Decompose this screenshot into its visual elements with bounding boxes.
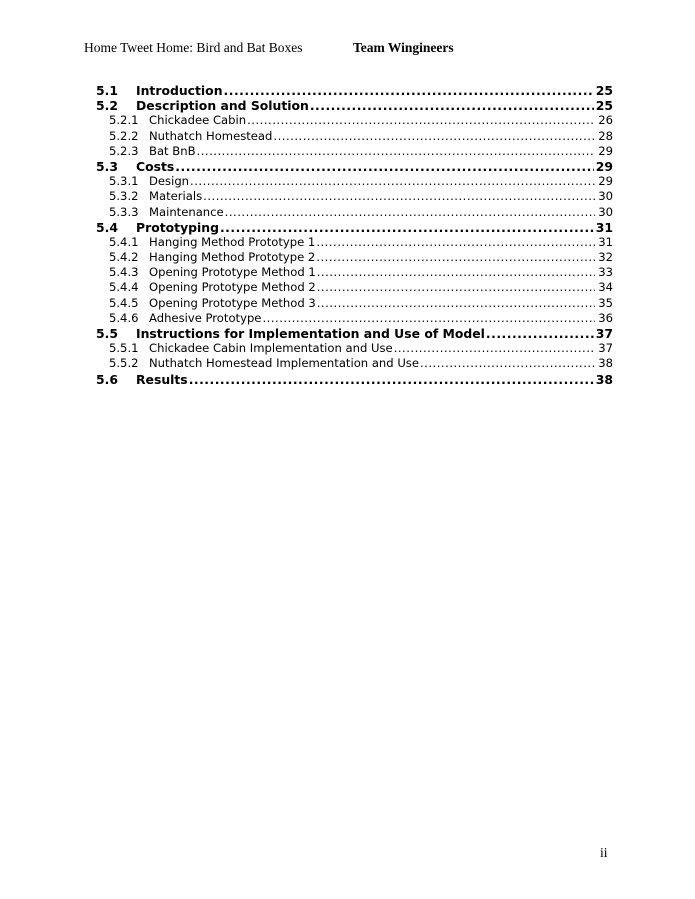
toc-subsection-entry[interactable]: [96, 129, 613, 144]
toc-subsection-entry[interactable]: [96, 235, 613, 250]
toc-entry-page: 38: [595, 371, 613, 387]
toc-subsection-entry[interactable]: [96, 311, 613, 326]
toc-subsection-entry[interactable]: [96, 205, 613, 220]
toc-entry-title: Chickadee Cabin Implementation and Use: [149, 341, 393, 356]
toc-dot-leader: [394, 341, 595, 356]
toc-dot-leader: [317, 265, 595, 280]
toc-section-entry[interactable]: [96, 326, 613, 341]
toc-entry-page: 31: [595, 219, 613, 235]
toc-entry-page: 32: [598, 250, 613, 265]
toc-subsection-entry[interactable]: [96, 113, 613, 128]
toc-subsection-entry[interactable]: [96, 356, 613, 371]
toc-entry-number: 5.2: [96, 98, 118, 114]
toc-entry-number: 5.4.3: [109, 265, 139, 280]
toc-dot-leader: [317, 296, 595, 311]
toc-dot-leader: [190, 174, 595, 189]
toc-entry-page: 31: [598, 234, 613, 249]
toc-dot-leader: [310, 98, 594, 113]
toc-entry-number: 5.1: [96, 83, 118, 98]
toc-entry-number: 5.5.2: [109, 356, 139, 371]
toc-entry-title: Introduction: [136, 83, 223, 98]
toc-entry-title: Nuthatch Homestead Implementation and Use: [149, 356, 419, 371]
toc-dot-leader: [316, 250, 595, 265]
toc-subsection-entry[interactable]: [96, 144, 613, 159]
toc-entry-number: 5.3.1: [109, 174, 139, 189]
toc-entry-title: Bat BnB: [149, 143, 196, 158]
toc-entry-title: Results: [136, 371, 188, 387]
toc-entry-title: Costs: [136, 158, 175, 174]
toc-entry-number: 5.4.5: [109, 295, 139, 310]
toc-dot-leader: [316, 235, 595, 250]
toc-section-entry[interactable]: [96, 159, 613, 174]
toc-subsection-entry[interactable]: [96, 280, 613, 295]
toc-subsection-entry[interactable]: [96, 250, 613, 265]
toc-entry-page: 26: [598, 113, 613, 128]
toc-entry-page: 29: [598, 174, 613, 189]
toc-entry-page: 34: [598, 280, 613, 295]
toc-section-entry[interactable]: [96, 220, 613, 235]
toc-entry-page: 37: [598, 341, 613, 356]
toc-entry-number: 5.5: [96, 326, 118, 341]
table-of-contents: [96, 83, 613, 387]
toc-entry-title: Instructions for Implementation and Use of Model: [136, 326, 485, 341]
toc-entry-page: 25: [595, 83, 613, 98]
toc-entry-number: 5.3: [96, 158, 118, 174]
toc-entry-page: 35: [598, 295, 613, 310]
toc-dot-leader: [203, 189, 595, 204]
toc-subsection-entry[interactable]: [96, 341, 613, 356]
toc-dot-leader: [197, 144, 595, 159]
toc-entry-title: Opening Prototype Method 2: [149, 280, 316, 295]
toc-entry-page: 25: [595, 98, 613, 114]
document-title: Home Tweet Home: Bird and Bat Boxes: [84, 40, 303, 55]
toc-dot-leader: [262, 311, 595, 326]
toc-entry-page: 30: [598, 204, 613, 219]
toc-entry-number: 5.2.2: [109, 128, 139, 143]
toc-subsection-entry[interactable]: [96, 296, 613, 311]
toc-entry-page: 37: [595, 326, 613, 341]
toc-entry-number: 5.4.6: [109, 310, 139, 325]
toc-dot-leader: [175, 159, 593, 174]
toc-entry-page: 36: [598, 310, 613, 325]
team-name: Team Wingineers: [353, 40, 454, 55]
toc-entry-title: Opening Prototype Method 1: [149, 265, 316, 280]
toc-subsection-entry[interactable]: [96, 174, 613, 189]
toc-entry-number: 5.4.1: [109, 234, 139, 249]
toc-entry-number: 5.4.2: [109, 250, 139, 265]
toc-entry-number: 5.3.2: [109, 189, 139, 204]
toc-dot-leader: [317, 280, 595, 295]
toc-entry-page: 29: [598, 143, 613, 158]
toc-section-entry[interactable]: [96, 83, 613, 98]
toc-subsection-entry[interactable]: [96, 189, 613, 204]
toc-entry-number: 5.2.1: [109, 113, 139, 128]
toc-entry-title: Opening Prototype Method 3: [149, 295, 316, 310]
toc-dot-leader: [486, 326, 594, 341]
toc-subsection-entry[interactable]: [96, 265, 613, 280]
toc-dot-leader: [247, 113, 595, 128]
toc-entry-page: 29: [595, 158, 613, 174]
toc-entry-number: 5.2.3: [109, 143, 139, 158]
toc-entry-number: 5.3.3: [109, 204, 139, 219]
running-header: [84, 40, 611, 60]
toc-dot-leader: [189, 372, 594, 387]
toc-entry-page: 33: [598, 265, 613, 280]
toc-entry-page: 38: [598, 356, 613, 371]
toc-entry-title: Description and Solution: [136, 98, 309, 114]
toc-entry-title: Chickadee Cabin: [149, 113, 247, 128]
toc-entry-page: 28: [598, 128, 613, 143]
toc-entry-title: Hanging Method Prototype 1: [149, 234, 316, 249]
toc-entry-title: Adhesive Prototype: [149, 310, 262, 325]
toc-entry-number: 5.4: [96, 219, 118, 235]
toc-entry-number: 5.4.4: [109, 280, 139, 295]
toc-section-entry[interactable]: [96, 372, 613, 387]
toc-dot-leader: [224, 83, 594, 98]
toc-dot-leader: [225, 205, 595, 220]
toc-entry-title: Materials: [149, 189, 203, 204]
toc-entry-title: Prototyping: [136, 219, 219, 235]
toc-section-entry[interactable]: [96, 98, 613, 113]
toc-dot-leader: [273, 129, 595, 144]
toc-entry-number: 5.6: [96, 371, 118, 387]
toc-entry-title: Hanging Method Prototype 2: [149, 250, 316, 265]
toc-entry-number: 5.5.1: [109, 341, 139, 356]
toc-entry-page: 30: [598, 189, 613, 204]
toc-dot-leader: [420, 356, 595, 371]
page-number: ii: [600, 845, 608, 860]
toc-entry-title: Nuthatch Homestead: [149, 128, 273, 143]
toc-entry-title: Design: [149, 174, 190, 189]
toc-dot-leader: [220, 220, 594, 235]
toc-entry-title: Maintenance: [149, 204, 224, 219]
